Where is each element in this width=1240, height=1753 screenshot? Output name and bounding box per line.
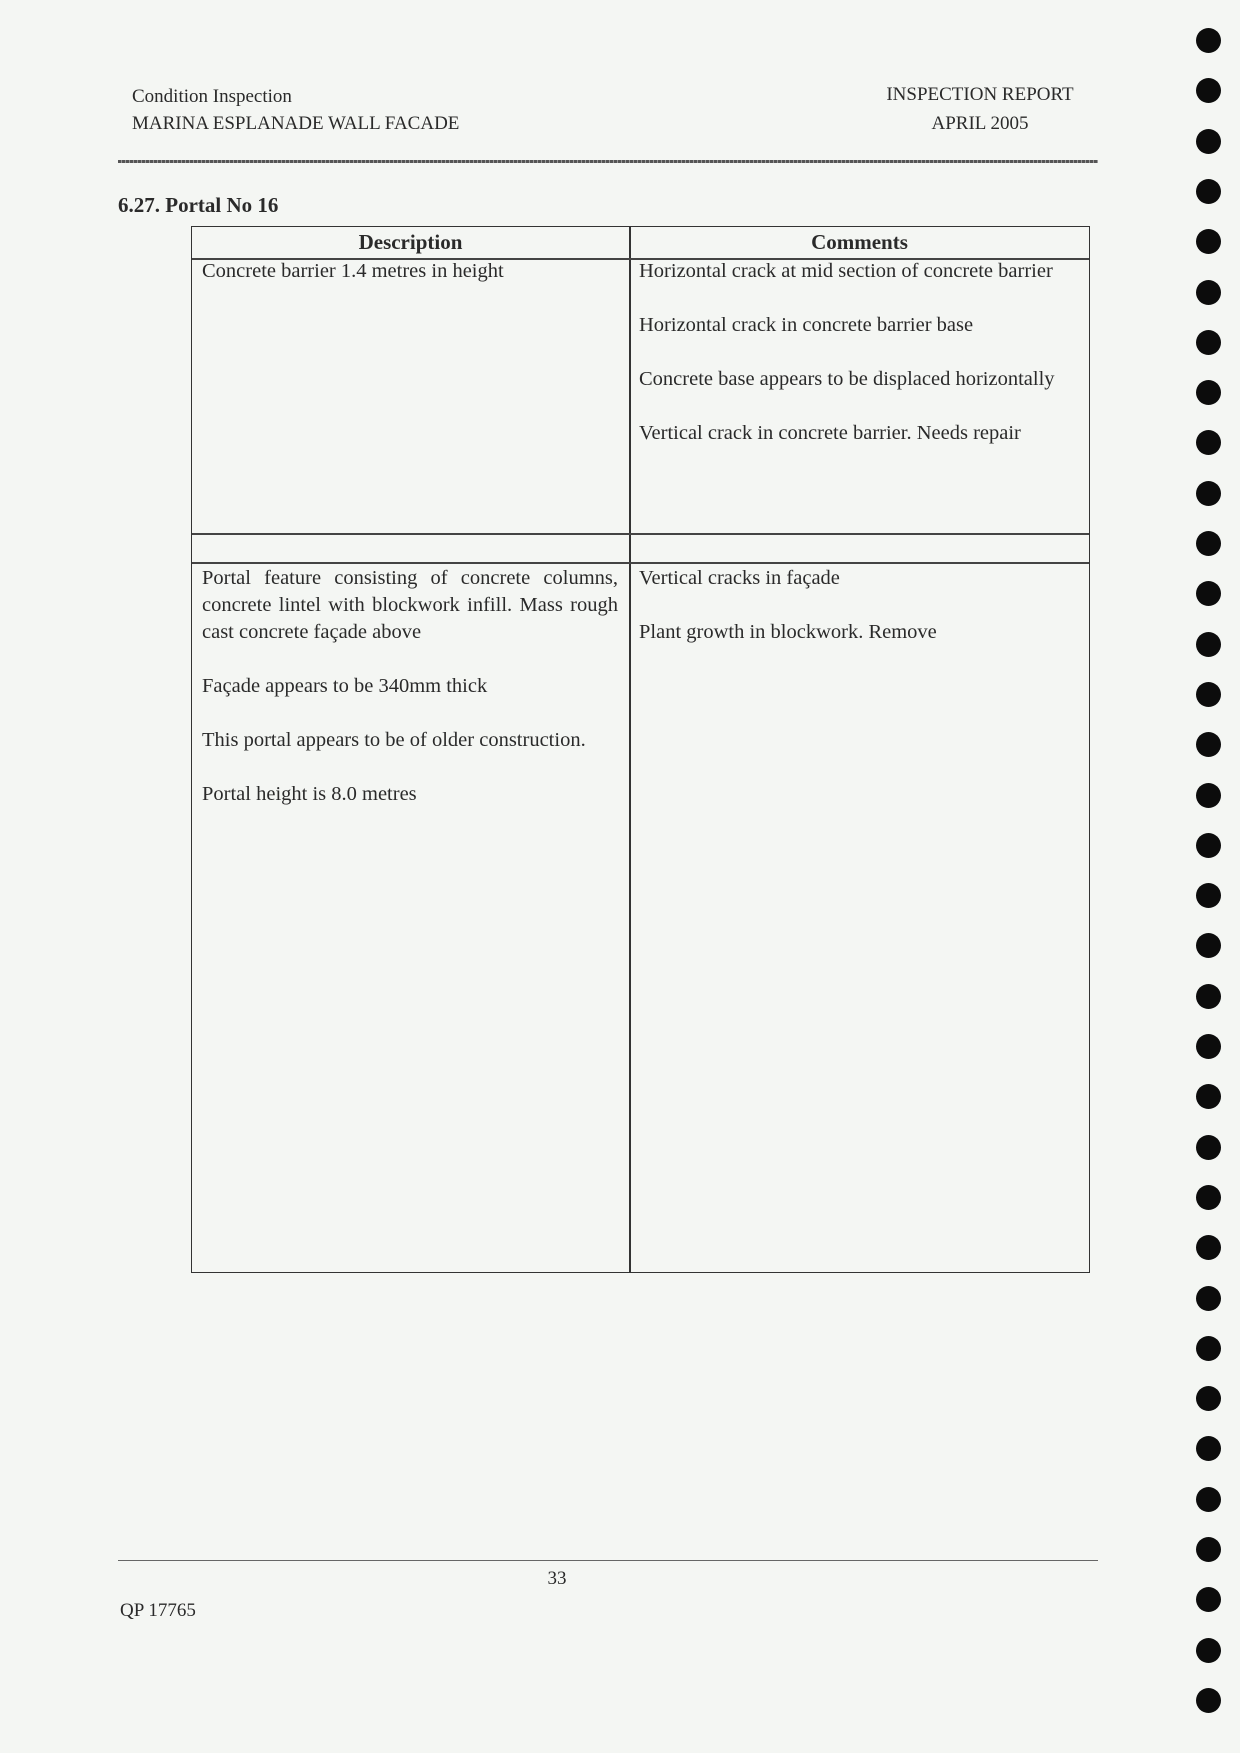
table-cell-text: Plant growth in blockwork. Remove <box>639 621 937 643</box>
header-report-date: APRIL 2005 <box>931 113 1029 134</box>
row-2-divider <box>192 562 1089 564</box>
page-number: 33 <box>547 1568 567 1589</box>
binding-hole-icon <box>1196 1386 1221 1411</box>
binding-hole-icon <box>1196 229 1221 254</box>
binding-hole-icon <box>1196 1436 1221 1461</box>
table-cell-text: Vertical cracks in façade <box>639 567 840 589</box>
binding-hole-icon <box>1196 28 1221 53</box>
binding-hole-icon <box>1196 1235 1221 1260</box>
binding-hole-icon <box>1196 833 1221 858</box>
binding-hole-icon <box>1196 632 1221 657</box>
table-header-description: Description <box>358 230 463 254</box>
binding-hole-icon <box>1196 481 1221 506</box>
binding-hole-icon <box>1196 1587 1221 1612</box>
inspection-table <box>191 226 1090 1273</box>
binding-hole-icon <box>1196 430 1221 455</box>
table-cell-text: Horizontal crack at mid section of concrete barrier <box>639 260 1053 282</box>
binding-hole-icon <box>1196 1034 1221 1059</box>
header-right <box>870 80 1090 138</box>
document-code: QP 17765 <box>120 1600 196 1621</box>
table-cell-text: Portal feature consisting of concrete columns, concrete lintel with blockwork infill. Mass rough cast concrete façade above <box>202 567 618 643</box>
header-report-type: INSPECTION REPORT <box>886 84 1074 105</box>
binding-hole-icon <box>1196 1487 1221 1512</box>
binding-hole-icon <box>1196 1135 1221 1160</box>
binding-hole-icon <box>1196 1537 1221 1562</box>
binding-hole-icon <box>1196 984 1221 1009</box>
table-cell-text: Concrete base appears to be displaced horizontally <box>639 368 1055 390</box>
table-row-3-comments <box>639 565 1080 646</box>
binding-hole-icon <box>1196 883 1221 908</box>
binding-hole-icon <box>1196 1084 1221 1109</box>
table-cell-text: Vertical crack in concrete barrier. Needs repair <box>639 422 1021 444</box>
header-divider <box>118 160 1098 163</box>
table-row-2-empty <box>192 534 1089 562</box>
binding-hole-icon <box>1196 280 1221 305</box>
binding-hole-icon <box>1196 380 1221 405</box>
column-divider <box>629 227 631 1272</box>
table-row-3-description <box>202 565 618 808</box>
binding-hole-icon <box>1196 78 1221 103</box>
binding-hole-icon <box>1196 783 1221 808</box>
binding-hole-icon <box>1196 1688 1221 1713</box>
table-cell-text: Horizontal crack in concrete barrier base <box>639 314 974 336</box>
header-subtitle: Condition Inspection <box>132 86 292 107</box>
binding-strip <box>1196 28 1222 1728</box>
binding-hole-icon <box>1196 732 1221 757</box>
binding-hole-icon <box>1196 1336 1221 1361</box>
binding-hole-icon <box>1196 129 1221 154</box>
table-header-comments: Comments <box>811 230 908 254</box>
table-cell-text: This portal appears to be of older construction. <box>202 729 586 751</box>
table-row-1-comments <box>639 258 1080 447</box>
table-cell-text: Portal height is 8.0 metres <box>202 783 417 805</box>
section-title: 6.27. Portal No 16 <box>118 193 279 217</box>
binding-hole-icon <box>1196 1286 1221 1311</box>
binding-hole-icon <box>1196 581 1221 606</box>
binding-hole-icon <box>1196 330 1221 355</box>
header-left <box>132 83 459 137</box>
binding-hole-icon <box>1196 531 1221 556</box>
header-project-name: MARINA ESPLANADE WALL FACADE <box>132 113 460 134</box>
table-row-1-description <box>202 258 618 285</box>
binding-hole-icon <box>1196 1638 1221 1663</box>
footer-divider <box>118 1560 1098 1561</box>
binding-hole-icon <box>1196 179 1221 204</box>
table-cell-text: Façade appears to be 340mm thick <box>202 675 488 697</box>
binding-hole-icon <box>1196 933 1221 958</box>
binding-hole-icon <box>1196 682 1221 707</box>
table-cell-text: Concrete barrier 1.4 metres in height <box>202 260 504 282</box>
binding-hole-icon <box>1196 1185 1221 1210</box>
